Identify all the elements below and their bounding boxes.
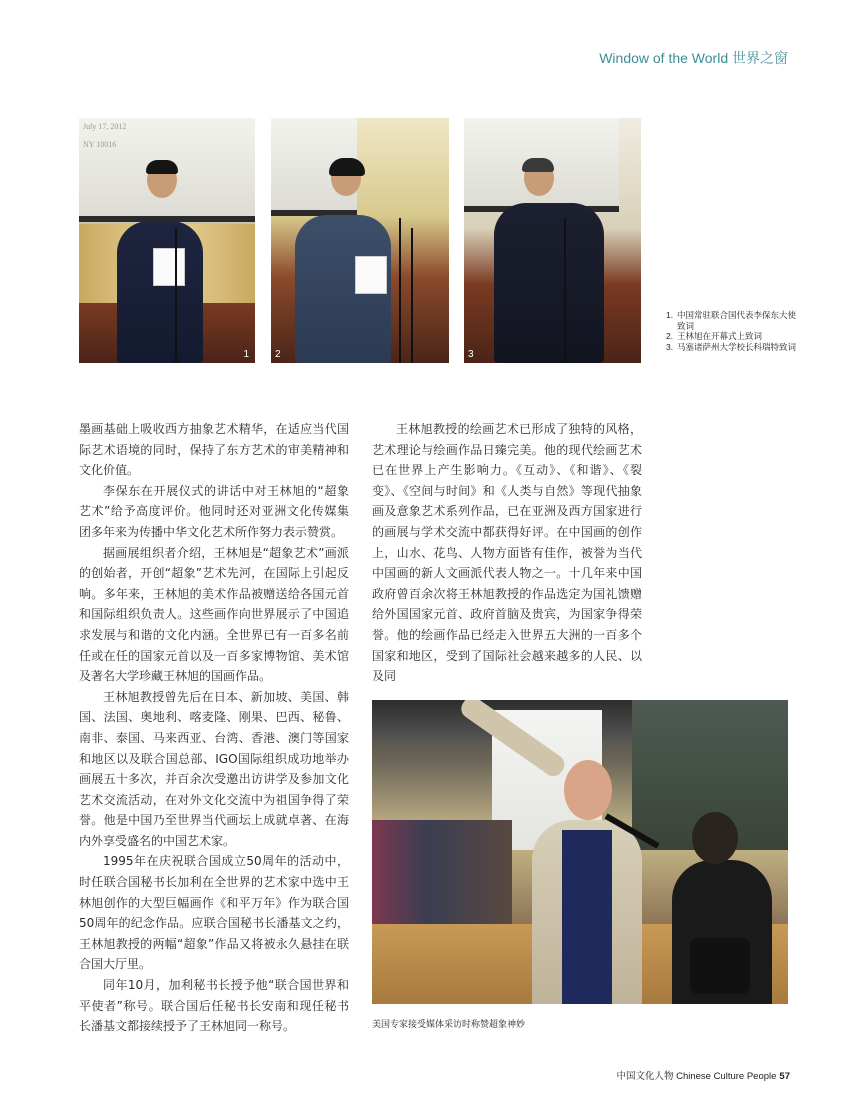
microphone-stand <box>399 218 401 363</box>
caption-item: 1. 中国常驻联合国代表李保东大使致词 <box>666 310 797 331</box>
paragraph: 据画展组织者介绍，王林旭是“超象艺术”画派的创始者，开创“超象”艺术先河，在国际上引起反响。多年来，王林旭的美术作品被赠送给各国元首和国际组织负责人。这些画作向世界展示了中国追求发展与和谐的文化内涵。全世界已有一百多名前任或在任的国家元首以及一百多家博物馆、美术馆及著名大学珍藏王林旭的国画作品。 <box>79 545 349 684</box>
paragraph: 墨画基础上吸收西方抽象艺术精华，在适应当代国际艺术语境的同时，保持了东方艺术的审美精神和文化价值。 <box>79 422 349 478</box>
microphone-stand <box>564 218 566 363</box>
photo-1 <box>79 118 255 363</box>
paragraph: 王林旭教授的绘画艺术已形成了独特的风格，艺术理论与绘画作品日臻完美。他的现代绘画艺术已在世界上产生影响力。《互动》、《和谐》、《裂变》、《空间与时间》和《人类与自然》等现代抽象画及意象艺术系列作品，已在亚洲及西方国家进行的画展与学术交流中都获得好评。在中国画的创作上，山水、花鸟、人物方面皆有佳作，被誉为当代中国画的新人文画派代表人物之一。十几年来中国政府曾百余次将王林旭教授的作品选定为国礼馈赠给外国国家元首、政府首脑及贵宾，为国家争得荣誉。他的绘画作品已经走入世界五大洲的一百多个国家和地区，受到了国际社会越来越多的人民、以及同 <box>372 422 642 684</box>
microphone-stand <box>175 228 177 363</box>
section-header: Window of the World 世界之窗 <box>599 50 788 66</box>
interview-photo <box>372 700 788 1004</box>
page-number: 57 <box>779 1071 790 1082</box>
left-column <box>79 419 349 1037</box>
speaker-figure <box>494 203 604 363</box>
caption-item: 3. 马塞诸萨州大学校长科瑞特致词 <box>666 341 797 352</box>
photo-number: 1 <box>243 349 249 360</box>
screen-text-1: July 17, 2012 <box>83 122 127 131</box>
photo-2 <box>271 118 449 363</box>
paragraph: 王林旭教授曾先后在日本、新加坡、美国、韩国、法国、奥地利、喀麦隆、刚果、巴西、秘鲁、南非、泰国、马来西亚、台湾、香港、澳门等国家和地区以及联合国总部、IGO国际组织成功地举办画展五十多次，并百余次受邀出访讲学及参加文化艺术交流活动，在对外文化交流中为祖国争得了荣誉。他是中国乃至世界当代画坛上成就卓著、在海内外享受盛名的中国艺术家。 <box>79 689 349 848</box>
interview-photo-caption: 美国专家接受媒体采访时称赞超象神妙 <box>372 1020 526 1030</box>
expert-head <box>564 760 612 820</box>
speaker-hair <box>146 160 178 174</box>
speaker-figure <box>117 221 203 363</box>
handbag <box>690 938 750 994</box>
paragraph: 1995年在庆祝联合国成立50周年的活动中，时任联合国秘书长加利在全世界的艺术家中选中王林旭创作的大型巨幅画作《和平万年》作为联合国50周年的纪念作品。应联合国秘书长潘基文之约，王林旭教授的两幅“超象”作品又将被永久悬挂在联合国大厅里。 <box>79 854 349 972</box>
magazine-name: 中国文化人物 Chinese Culture People <box>616 1071 777 1082</box>
speech-paper <box>153 248 185 286</box>
caption-item: 2. 王林旭在开幕式上致词 <box>666 331 763 341</box>
screen-text-2: NY 10016 <box>83 140 117 149</box>
photo-number: 3 <box>468 349 474 360</box>
photo-captions <box>666 310 796 352</box>
paragraph: 李保东在开展仪式的讲话中对王林旭的“超象艺术”给予高度评价。他同时还对亚洲文化传媒集团多年来为传播中华文化艺术所作努力表示赞赏。 <box>79 483 349 539</box>
microphone-stand-2 <box>411 228 413 363</box>
photo-3 <box>464 118 641 363</box>
expert-shirt <box>562 830 612 1004</box>
reporter-head <box>692 812 738 864</box>
photo-number: 2 <box>275 349 281 360</box>
speaker-hair <box>329 158 365 176</box>
speech-paper <box>355 256 387 294</box>
speaker-hair <box>522 158 554 172</box>
paragraph: 同年10月，加利秘书长授予他“联合国世界和平使者”称号。联合国后任秘书长安南和现任秘书长潘基文都接续授予了王林旭同一称号。 <box>79 978 349 1034</box>
right-column <box>372 419 642 687</box>
page-footer <box>616 1068 790 1082</box>
